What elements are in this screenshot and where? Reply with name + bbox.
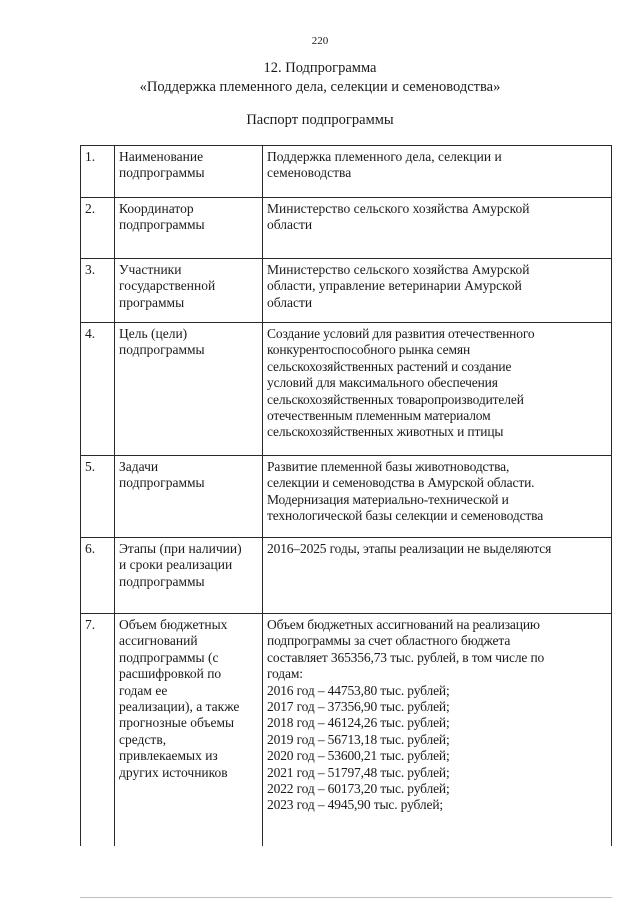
table-row (81, 323, 612, 456)
row-number: 7. (81, 614, 115, 846)
subprogram-title: 12. Подпрограмма (263, 60, 377, 76)
row-number: 6. (81, 538, 115, 614)
row-number: 1. (81, 146, 115, 198)
row-value: Министерство сельского хозяйства Амурской области (263, 198, 612, 259)
row-number: 3. (81, 259, 115, 323)
row-label: Этапы (при наличии) и сроки реализации подпрограммы (115, 538, 263, 614)
row-value: Объем бюджетных ассигнований на реализацию подпрограммы за счет областного бюджета составляет 365356,73 тыс. рублей, в том числе по годам: 2016 год – 44753,80 тыс. рублей; 2017 год – 37356,90 тыс. рублей; 2018 год – 46124,26 тыс. рублей; 2019 год – 56713,18 тыс. рублей; 2020 год – 53600,21 тыс. рублей; 2021 год – 51797,48 тыс. рублей; 2022 год – 60173,20 тыс. рублей; 2023 год – 4945,90 тыс. рублей; (263, 614, 612, 846)
passport-table (80, 145, 612, 846)
table-row (81, 538, 612, 614)
row-label: Наименование подпрограммы (115, 146, 263, 198)
row-label: Задачи подпрограммы (115, 456, 263, 538)
page-number: 220 (311, 35, 329, 47)
row-number: 5. (81, 456, 115, 538)
row-label: Участники государственной программы (115, 259, 263, 323)
row-value: Министерство сельского хозяйства Амурской области, управление ветеринарии Амурской области (263, 259, 612, 323)
row-value: 2016–2025 годы, этапы реализации не выделяются (263, 538, 612, 614)
row-number: 4. (81, 323, 115, 456)
table-row (81, 614, 612, 846)
table-row (81, 198, 612, 259)
table-row (81, 456, 612, 538)
passport-title: Паспорт подпрограммы (246, 112, 394, 128)
row-number: 2. (81, 198, 115, 259)
row-value: Создание условий для развития отечественного конкурентоспособного рынка семян сельскохозяйственных растений и создание условий для максимального обеспечения сельскохозяйственных товаропроизводителей отечественным племенным материалом сельскохозяйственных животных и птицы (263, 323, 612, 456)
row-label: Объем бюджетных ассигнований подпрограммы (с расшифровкой по годам ее реализации), а также прогнозные объемы средств, привлекаемых из других источников (115, 614, 263, 846)
scan-edge-rule (80, 897, 612, 898)
row-label: Цель (цели) подпрограммы (115, 323, 263, 456)
table-row (81, 259, 612, 323)
row-value: Развитие племенной базы животноводства, селекции и семеноводства в Амурской области. Модернизация материально-технической и технологической базы селекции и семеноводства (263, 456, 612, 538)
subprogram-name: «Поддержка племенного дела, селекции и семеноводства» (139, 79, 501, 95)
row-label: Координатор подпрограммы (115, 198, 263, 259)
table-row (81, 146, 612, 198)
row-value: Поддержка племенного дела, селекции и семеноводства (263, 146, 612, 198)
